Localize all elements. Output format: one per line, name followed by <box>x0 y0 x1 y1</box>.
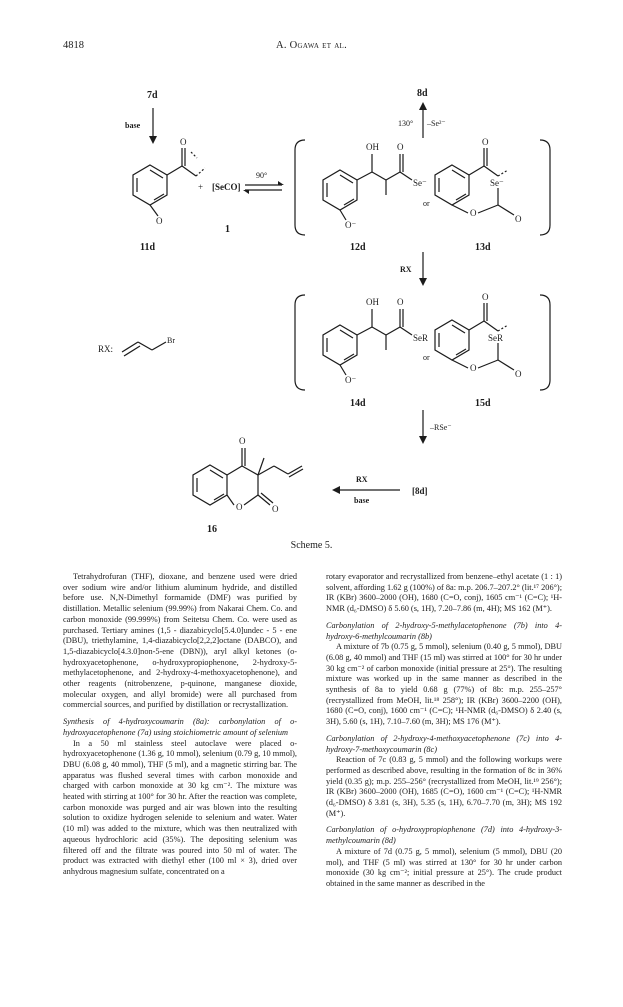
paragraph-8a-procedure: In a 50 ml stainless steel autoclave were placed o-hydroxyacetophenone (1.36 g, 10 mmol), selenium (0.79 g, 10 mmol), DBU (6.08 g, 40 mmol), THF (5 ml), and a magnetic stirring bar. The apparatus was flushed several times with carbon monoxide and charged with carbon monoxide at 30 kg cm⁻². The mixture was heated with stirring at 100° for 30 hr. After the reaction was complete, carbon monoxide was purged and air was blown into the resulting solution to oxidize hydrogen selenide to selenium and water. Water (10 ml) was added to the mixture, which was then neutralized with aqueous hydrochloric acid (35%). The depositing selenium was filtered off and the filtrate was poured into 50 ml of water. The product was extracted with diethyl ether (100 ml × 3), dried over anhydrous magnesium sulfate, concentrated on a <box>63 738 297 876</box>
atom-br: Br <box>167 336 175 345</box>
compound-label-14d: 14d <box>350 398 366 409</box>
section-heading-8b: Carbonylation of 2-hydroxy-5-methylacetophenone (7b) into 4-hydroxy-6-methylcoumarin (8b) <box>326 620 562 641</box>
atom-oh-12d: OH <box>366 142 379 152</box>
rx-definition: RX: <box>98 344 114 354</box>
section-heading-8c: Carbonylation of 2-hydroxy-4-methoxyacetophenone (7c) into 4-hydroxy-7-methoxycoumarin (8c) <box>326 733 562 754</box>
reagent-rx-mid: RX <box>400 265 412 274</box>
compound-label-13d: 13d <box>475 242 491 253</box>
paragraph-8b-procedure: A mixture of 7b (0.75 g, 5 mmol), selenium (0.40 g, 5 mmol), DBU (6.08 g, 40 mmol) and THF (15 ml) was stirred at 100° for 30 hr under 30 kg cm⁻² of carbon monoxide (initial pressure at 25°). The resulting mixture was worked up in the same manner as described in the synthesis of 8a to yield 0.68 g (77%) of 8b: m.p. 255–257° (recrystallized from MeOH, lit.¹⁸ 258°); IR (KBr) 3600–2200 (OH), 1680 (C=O, conj), 1600 cm⁻¹ (C=C); ¹H-NMR (d₆-DMSO) δ 2.40 (s, 3H), 5.60 (s, 1H), 7.10–7.60 (m, 3H); MS 176 (M⁺). <box>326 642 562 727</box>
compound-label-15d: 15d <box>475 398 491 409</box>
or-label-2: or <box>423 353 430 362</box>
atom-o-14d: O <box>397 297 404 307</box>
atom-o-13d-ester: O <box>515 214 522 224</box>
paragraph-8a-data: rotary evaporator and recrystallized from benzene–ethyl acetate (1 : 1) solvent, affording 1.62 g (100%) of 8a: m.p. 206.7–207.2° (lit.¹⁷ 206°); IR (KBr) 3600–2000 (OH), 1680 (C=O, conj), 1605 cm⁻¹ (C=C); ¹H-NMR (d₆-DMSO) δ 5.60 (s, 1H), 7.20–7.86 (m, 4H); MS 162 (M⁺). <box>326 572 562 614</box>
reagent-se-loss: –Se²⁻ <box>427 119 446 128</box>
atom-o-15d-keto: O <box>482 292 489 302</box>
atom-o-16-lactone: O <box>272 504 279 514</box>
compound-label-1: 1 <box>225 224 230 235</box>
atom-o-13d-keto: O <box>482 137 489 147</box>
section-heading-8a: Synthesis of 4-hydroxycoumarin (8a): carbonylation of o-hydroxyacetophenone (7a) using stoichiometric amount of selenium <box>63 717 297 737</box>
atom-oh-14d: OH <box>366 297 379 307</box>
atom-o-minus-14d: O⁻ <box>345 375 357 385</box>
atom-ser-15d: SeR <box>488 333 504 343</box>
compound-label-12d: 12d <box>350 242 366 253</box>
atom-o-16-ring: O <box>236 502 243 512</box>
reagent-seco: [SeCO] <box>212 182 241 192</box>
atom-o11: O <box>180 137 187 147</box>
running-head: A. Ogawa et al. <box>275 40 348 51</box>
reaction-scheme <box>0 70 623 540</box>
page-number: 4818 <box>63 40 84 51</box>
atom-se-minus-12d: Se⁻ <box>413 178 427 188</box>
reagent-temp-130: 130° <box>398 119 414 128</box>
atom-o11b: O <box>156 216 163 226</box>
compound-label-11d: 11d <box>140 242 156 253</box>
text-column-left <box>63 572 297 878</box>
reagent-rse-loss: –RSe⁻ <box>430 423 452 432</box>
atom-o-15d-ring: O <box>470 363 477 373</box>
reagent-base-top: base <box>125 121 141 130</box>
paragraph-materials: Tetrahydrofuran (THF), dioxane, and benzene used were dried over sodium wire and/or lithium aluminum hydride, and distilled before use. N,N-Dimethyl formamide (DMF) was purified by distillation. Metallic selenium (99.99%) from Nakarai Chem. Co. and carbon monoxide (99.999%) from Seitetsu Chem. Co. were used as purchased. Tertiary amines (1,5 - diazabicyclo[5.4.0]undec - 5 - ene (DBU), triethylamine, 1,4-diazabicyclo[2,2,2]octane (DABCO), and 1,5-diazabicyclo[4.3.0]non-5-ene (DBN)), aryl alkyl ketones (o-hydroxyacetophenone, o-hydroxypropiophenone, 2-hydroxy-5-methylacetophenone, and 2-hydroxy-4-methoxyacetophenone), and other reagents (nitrobenzene, p-quinone, manganese dioxide, molecular oxygen, and allyl bromide) were all purchased from commercial sources, and purified by distillation or recrystallization. <box>63 572 297 710</box>
text-column-right <box>326 572 562 890</box>
compound-label-8d-bracket: [8d] <box>412 486 428 496</box>
reagent-base-bottom: base <box>354 496 370 505</box>
atom-o-minus-12d: O⁻ <box>345 220 357 230</box>
reagent-temp-90: 90° <box>256 171 268 180</box>
compound-label-8d: 8d <box>417 88 428 99</box>
paragraph-8c-procedure: Reaction of 7c (0.83 g, 5 mmol) and the following workups were performed as described above, resulting in the formation of 8c in 36% yield (0.35 g); m.p. 255–256° (recrystallized from MeOH, lit.¹⁹ 256°); IR (KBr) 3600–2000 (OH), 1685 (C=O), 1600 cm⁻¹ (C=C); ¹H-NMR (d₆-DMSO) δ 3.81 (s, 3H), 5.35 (s, 1H), 6.70–7.70 (m, 3H); MS 192 (M⁺). <box>326 755 562 818</box>
reagent-plus: + <box>198 182 204 192</box>
atom-o-13d-ring: O <box>470 208 477 218</box>
section-heading-8d: Carbonylation of o-hydroxypropiophenone (7d) into 4-hydroxy-3-methylcoumarin (8d) <box>326 825 562 846</box>
or-label-1: or <box>423 199 430 208</box>
paragraph-8d-procedure: A mixture of 7d (0.75 g, 5 mmol), selenium (5 mmol), DBU (20 mol), and THF (5 ml) was stirred at 130° for 30 hr under carbon monoxide (30 kg cm⁻²; initial pressure at 25°). The crude product obtained in the same manner as described in the <box>326 846 562 888</box>
scheme-caption: Scheme 5. <box>290 540 333 551</box>
reagent-rx-bottom: RX <box>356 475 368 484</box>
atom-o-16-keto: O <box>239 436 246 446</box>
atom-o-15d-ester: O <box>515 369 522 379</box>
atom-ser-14d: SeR <box>413 333 429 343</box>
compound-label-7d: 7d <box>147 90 158 101</box>
compound-label-16: 16 <box>207 524 217 535</box>
atom-o-12d: O <box>397 142 404 152</box>
atom-se-13d: Se⁻ <box>490 178 504 188</box>
